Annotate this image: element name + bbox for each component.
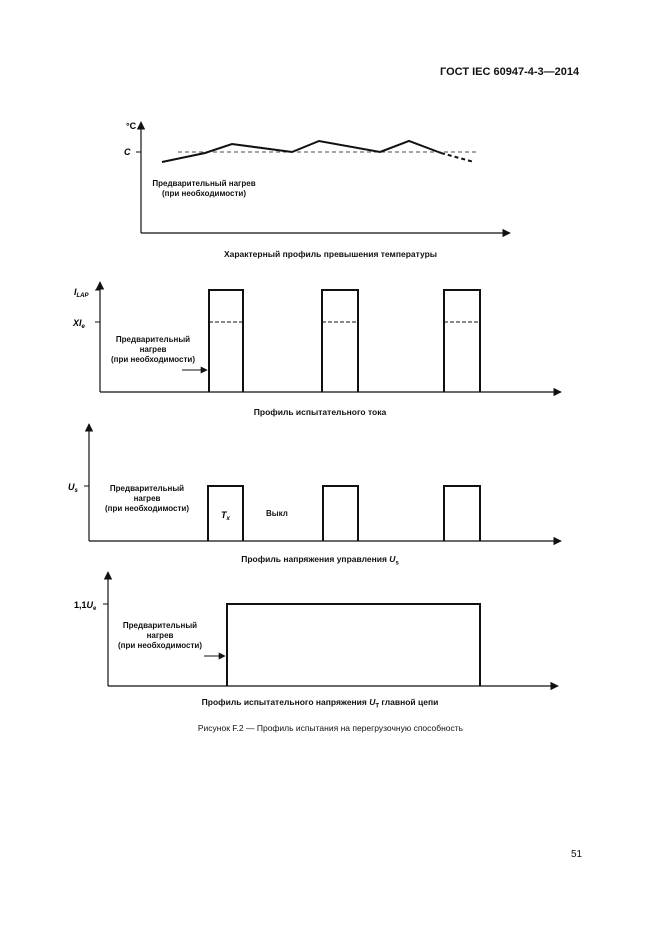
document-header: ГОСТ IEC 60947-4-3—2014 xyxy=(440,66,580,78)
temperature-level-label: C xyxy=(124,147,131,157)
figure-caption: Рисунок F.2 — Профиль испытания на перегрузочную способность xyxy=(197,723,464,733)
current-profile-caption: Профиль испытательного тока xyxy=(253,407,387,417)
main-voltage-preheat-label: Предварительный нагрев (при необходимости) xyxy=(117,621,202,650)
main-voltage-level-label: $1,1U_e$ xyxy=(74,600,97,612)
control-pulse-3 xyxy=(444,486,480,541)
main-voltage-step xyxy=(227,604,480,686)
temperature-profile-caption: Характерный профиль превышения температуры xyxy=(223,249,438,259)
control-voltage-profile-panel xyxy=(68,424,561,541)
control-preheat-label: Предварительный нагрев (при необходимости) xyxy=(104,484,189,513)
control-level-label: $U_s$ xyxy=(68,482,78,494)
temperature-profile-panel xyxy=(124,121,510,233)
control-on-time-label: $T_x$ xyxy=(221,510,230,522)
main-voltage-caption: Профиль испытательного напряжения $U_T$ главной цепи xyxy=(201,697,439,710)
current-pulse-3 xyxy=(444,290,480,392)
page-number: 51 xyxy=(571,849,583,860)
control-off-label: Выкл xyxy=(266,509,288,518)
control-pulse-2 xyxy=(323,486,358,541)
control-voltage-caption: Профиль напряжения управления $U_s$ xyxy=(241,554,399,567)
temperature-curve-tail xyxy=(441,153,474,162)
temperature-rise-curve xyxy=(162,141,441,162)
temperature-unit-label: °C xyxy=(126,121,137,131)
temperature-preheat-label: Предварительный нагрев (при необходимости) xyxy=(152,179,256,198)
current-pulse-1 xyxy=(209,290,243,392)
current-top-level-label: $I_{LAP}$ xyxy=(74,287,89,299)
current-pulse-2 xyxy=(322,290,358,392)
current-preheat-label: Предварительный нагрев (при необходимости) xyxy=(110,335,195,364)
current-mid-level-label: $XI_e$ xyxy=(73,318,85,330)
